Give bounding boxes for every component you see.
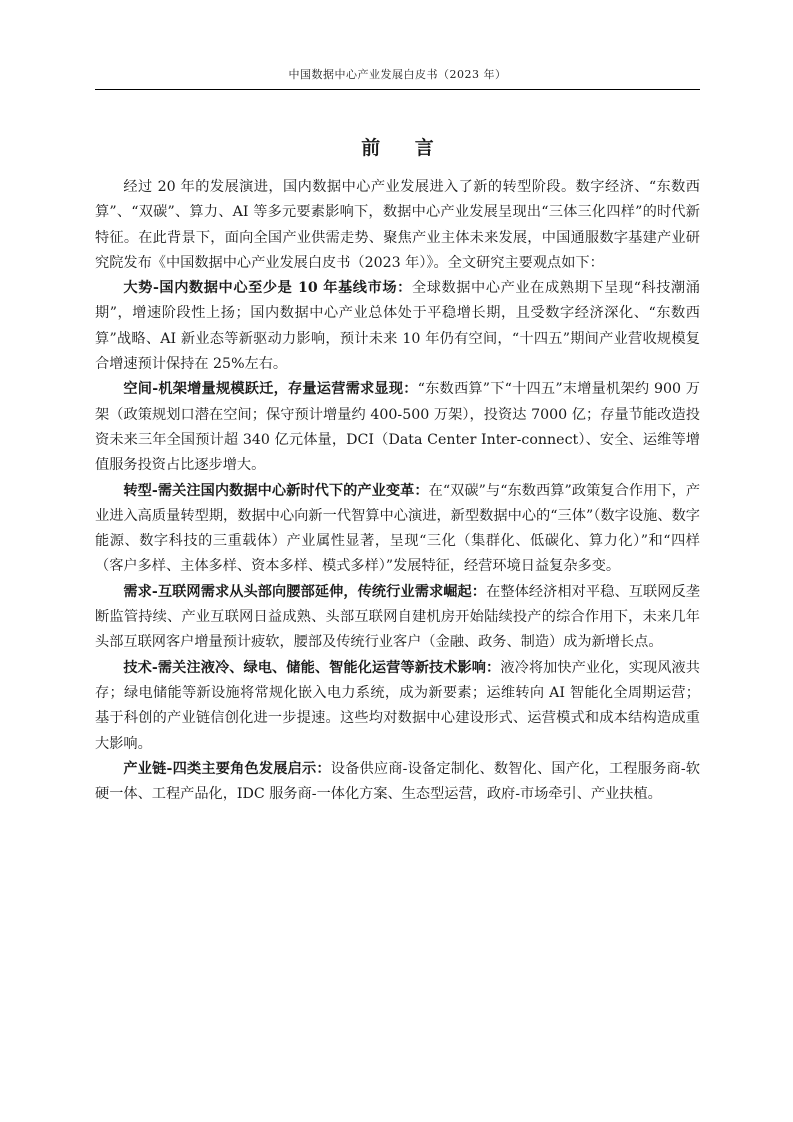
point-body: 液冷将加快产业化，实现风液共存；绿电储能等新设施将常规化嵌入电力系统，成为新要素；运维转向 AI 智能化全周期运营；基于科创的产业链信创化进一步提速。这些均对数据中心建设形式、运营模式和成本结构造成重大影响。 [95,659,700,752]
point-body: 设备供应商-设备定制化、数智化、国产化，工程服务商-软硬一体、工程产品化，IDC 服务商-一体化方案、生态型运营，政府-市场牵引、产业扶植。 [95,760,700,803]
point-body: 全球数据中心产业在成熟期下呈现“科技潮涌期”，增速阶段性上扬；国内数据中心产业总体处于平稳增长期，且受数字经济深化、“东数西算”战略、AI 新业态等新驱动力影响，预计未来 10 年仍有空间，“十四五”期间产业营收规模复合增速预计保持在 25%左右。 [95,280,700,373]
intro-paragraph: 经过 20 年的发展演进，国内数据中心产业发展进入了新的转型阶段。数字经济、“东数西算”、“双碳”、算力、AI 等多元要素影响下，数据中心产业发展呈现出“三体三化四样”的时代新特征。在此背景下，面向全国产业供需走势、聚焦产业主体未来发展，中国通服数字基建产业研究院发布《中国数据中心产业发展白皮书（2023 年）》。全文研究主要观点如下： [95,179,700,271]
point-heading: 空间-机架增量规模跃迁，存量运营需求显现： [123,381,418,398]
point-heading: 转型-需关注国内数据中心新时代下的产业变革： [123,482,429,499]
point-body: 在“双碳”与“东数西算”政策复合作用下，产业进入高质量转型期，数据中心向新一代智算中心演进，新型数据中心的“三体”（数字设施、数字能源、数字科技的三重载体）产业属性显著，呈现“三化（集群化、低碳化、算力化）”和“四样（客户多样、主体多样、资本多样、模式多样）”发展特征，经营环境日益复杂多变。 [95,482,701,575]
page-title: 前 言 [361,137,448,159]
point-body: 在整体经济相对平稳、互联网反垄断监管持续、产业互联网日益成熟、头部互联网自建机房开始陆续投产的综合作用下，未来几年头部互联网客户增量预计疲软，腰部及传统行业客户（金融、政务、制造）成为新增长点。 [95,583,700,651]
point-heading: 技术-需关注液冷、绿电、储能、智能化运营等新技术影响： [123,659,501,676]
point-paragraph-transformation [95,479,700,580]
point-body: “东数西算”下“十四五”末增量机架约 900 万架（政策规划口潜在空间；保守预计增量约 400-500 万架），投资达 7000 亿；存量节能改造投资未来三年全国预计超 340 亿元体量，DCI（Data Center Inter-connect）、安全、运维等增值服务投资占比逐步增大。 [95,381,700,474]
running-header: 中国数据中心产业发展白皮书（2023 年） [288,68,507,81]
header-rule [95,89,700,90]
preface-body [95,175,700,807]
point-paragraph-industry-chain [95,757,700,808]
point-heading: 需求-互联网需求从头部向腰部延伸，传统行业需求崛起： [123,583,487,600]
point-heading: 大势-国内数据中心至少是 10 年基线市场： [123,280,412,297]
point-paragraph-space [95,377,700,478]
point-paragraph-technology [95,656,700,757]
point-paragraph-trend [95,276,700,377]
point-paragraph-demand [95,580,700,656]
point-heading: 产业链-四类主要角色发展启示： [123,760,331,777]
